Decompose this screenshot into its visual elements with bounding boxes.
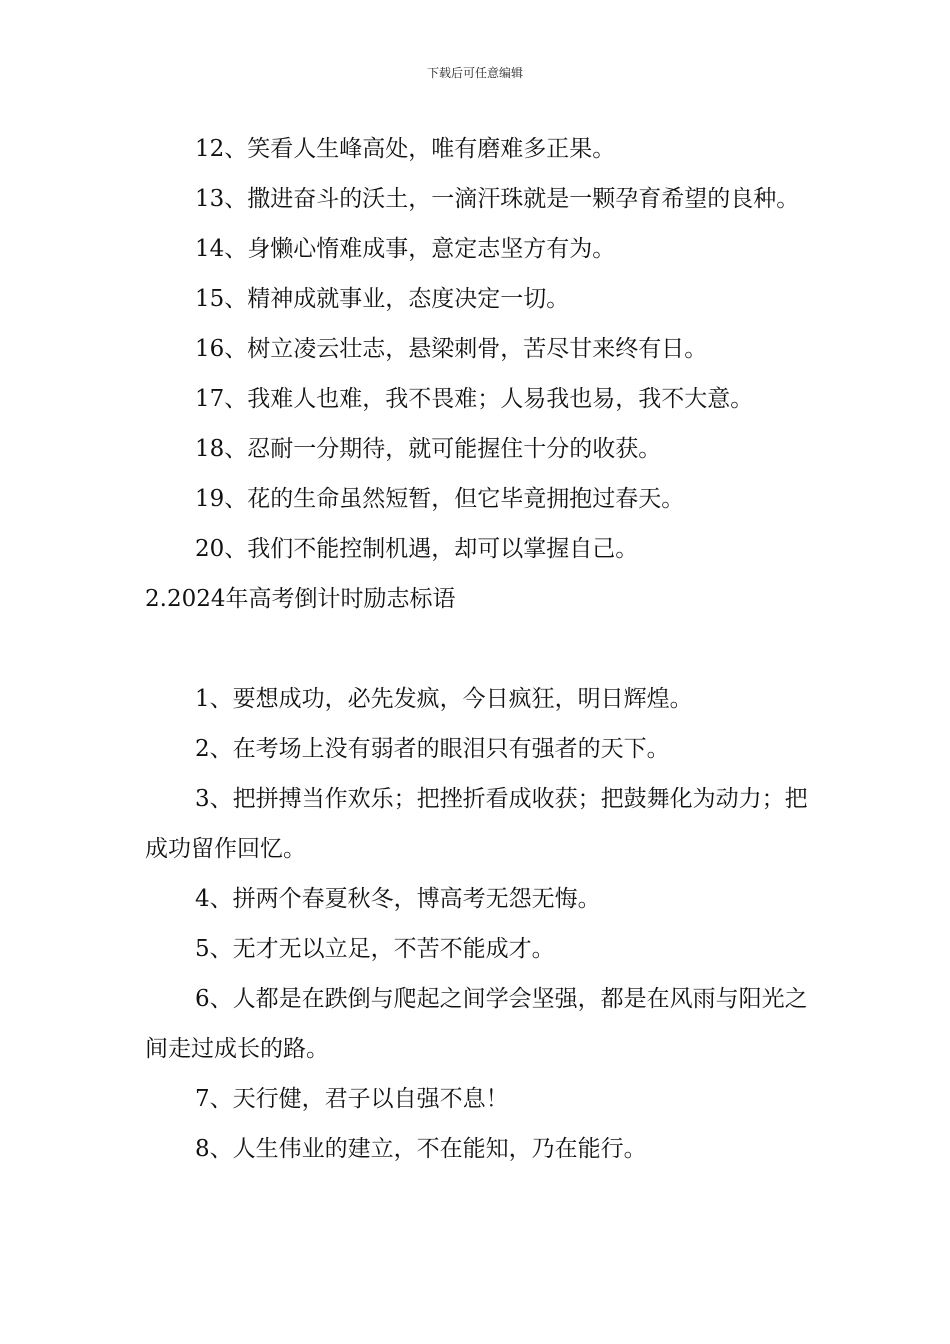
list-item: 14、身懒心惰难成事，意定志坚方有为。 — [195, 236, 616, 262]
list-item: 7、天行健，君子以自强不息！ — [195, 1086, 509, 1112]
list-item: 5、无才无以立足，不苦不能成才。 — [195, 936, 555, 962]
list-item: 16、树立凌云壮志，悬梁刺骨，苦尽甘来终有日。 — [195, 336, 708, 362]
list-item: 4、拼两个春夏秋冬，博高考无怨无悔。 — [195, 886, 601, 912]
list-item: 15、精神成就事业，态度决定一切。 — [195, 286, 570, 312]
list-item: 19、花的生命虽然短暂，但它毕竟拥抱过春天。 — [195, 486, 685, 512]
list-item: 2、在考场上没有弱者的眼泪只有强者的天下。 — [195, 736, 670, 762]
list-item: 17、我难人也难，我不畏难；人易我也易，我不大意。 — [195, 386, 754, 412]
page-header: 下载后可任意编辑 — [426, 66, 523, 80]
blank-line — [145, 624, 810, 674]
list-item: 1、要想成功，必先发疯，今日疯狂，明日辉煌。 — [195, 686, 693, 712]
section-heading: 2.2024年高考倒计时励志标语 — [145, 586, 456, 612]
list-item: 6、人都是在跌倒与爬起之间学会坚强，都是在风雨与阳光之间走过成长的路。 — [145, 986, 808, 1062]
list-item: 8、人生伟业的建立，不在能知，乃在能行。 — [195, 1136, 647, 1162]
list-item: 20、我们不能控制机遇，却可以掌握自己。 — [195, 536, 639, 562]
list-item: 3、把拼搏当作欢乐；把挫折看成收获；把鼓舞化为动力；把成功留作回忆。 — [145, 786, 808, 862]
list-item: 18、忍耐一分期待，就可能握住十分的收获。 — [195, 436, 662, 462]
list-item: 12、笑看人生峰高处，唯有磨难多正果。 — [195, 136, 616, 162]
document-body — [145, 124, 810, 1174]
list-item: 13、撒进奋斗的沃土，一滴汗珠就是一颗孕育希望的良种。 — [195, 186, 800, 212]
